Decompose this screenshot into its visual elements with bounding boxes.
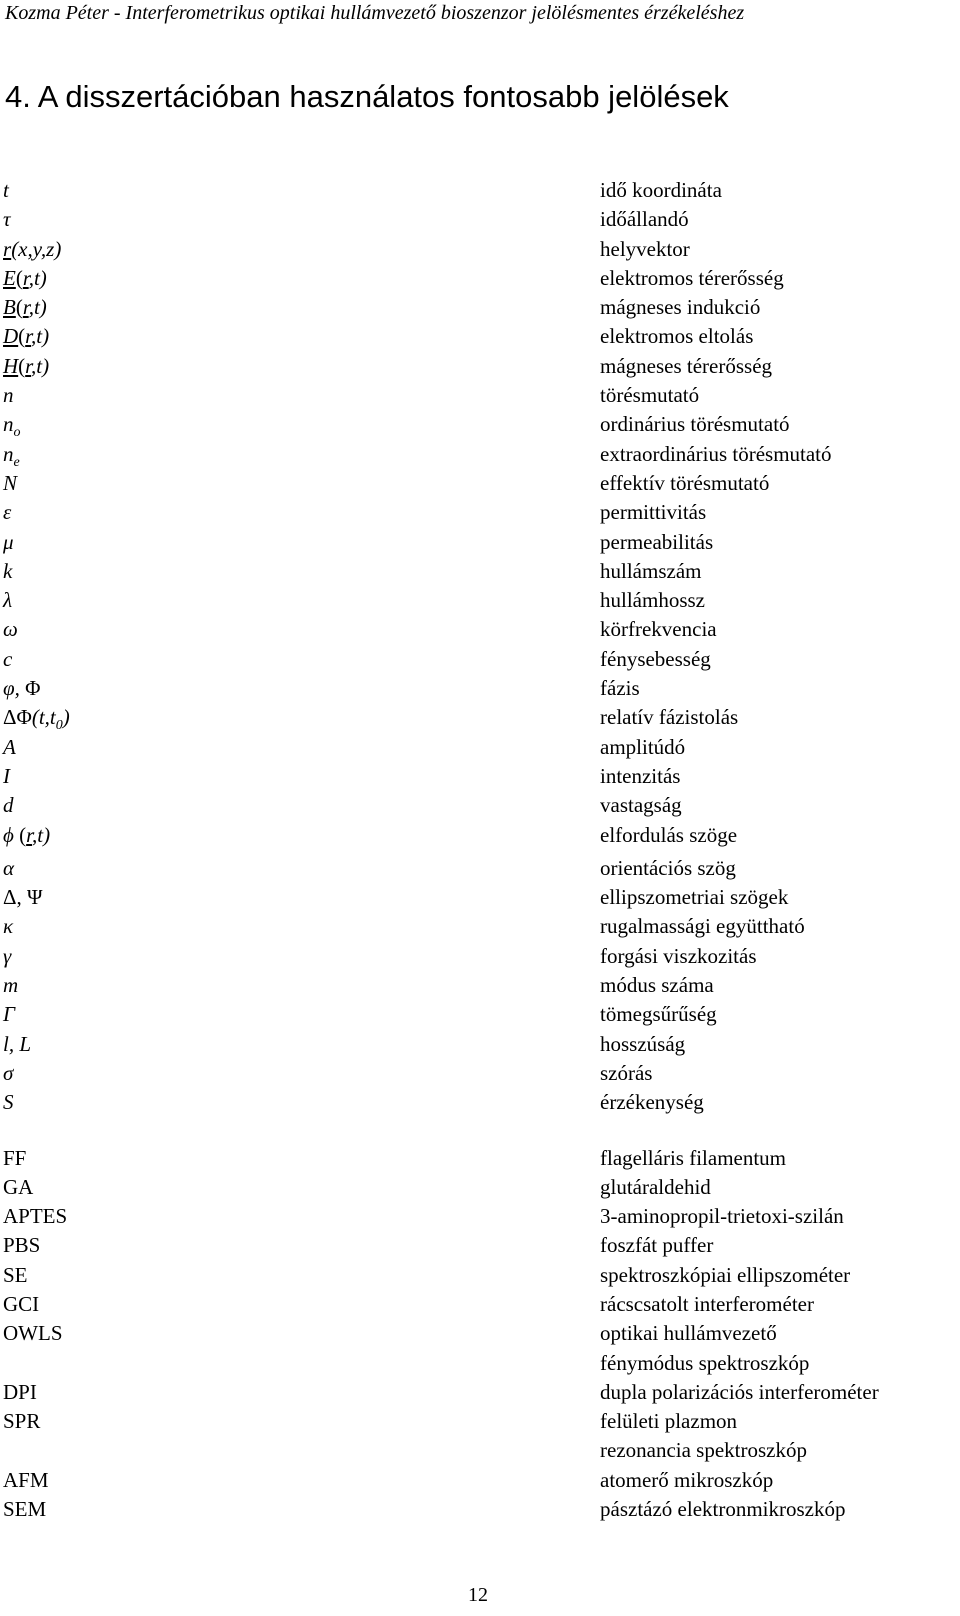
abbreviation: APTES xyxy=(3,1204,68,1229)
abbreviation-description: optikai hullámvezető xyxy=(600,1321,777,1346)
abbreviation-description: fénymódus spektroszkóp xyxy=(600,1350,810,1375)
notation-row xyxy=(0,498,960,527)
chapter-title: 4. A disszertációban használatos fontosabb jelölések xyxy=(5,79,729,114)
abbreviation-row xyxy=(0,1261,960,1290)
symbol-description: időállandó xyxy=(600,207,689,232)
notation-row xyxy=(0,762,960,791)
abbreviation: AFM xyxy=(3,1467,49,1492)
symbol-m: m xyxy=(3,973,19,998)
symbol-alpha: α xyxy=(3,855,15,880)
symbol-phase: φ, Φ xyxy=(3,676,41,701)
symbol-description: tömegsűrűség xyxy=(600,1002,717,1027)
symbol-description: vastagság xyxy=(600,793,682,818)
symbol-length: l, L xyxy=(3,1031,32,1056)
symbol-electric-field: E(r,t) xyxy=(3,265,47,290)
notation-list xyxy=(0,176,960,1524)
abbreviation-row xyxy=(0,1495,960,1524)
symbol-description: elfordulás szöge xyxy=(600,822,738,847)
abbreviation-description: felületi plazmon xyxy=(600,1409,738,1434)
symbol-description: érzékenység xyxy=(600,1090,704,1115)
symbol-description: permeabilitás xyxy=(600,529,714,554)
notation-row xyxy=(0,942,960,971)
abbreviation-description: dupla polarizációs interferométer xyxy=(600,1379,879,1404)
abbreviation: DPI xyxy=(3,1379,37,1404)
notation-row xyxy=(0,674,960,703)
notation-row xyxy=(0,235,960,264)
running-header: Kozma Péter - Interferometrikus optikai hullámvezető bioszenzor jelölésmentes érzékeléshez xyxy=(5,2,745,24)
symbol-rotation-angle: ϕ (r,t) xyxy=(3,822,51,847)
notation-row xyxy=(0,557,960,586)
symbol-description: módus száma xyxy=(600,973,714,998)
symbol-description: extraordinárius törésmutató xyxy=(600,441,832,466)
symbol-delta-psi: Δ, Ψ xyxy=(3,885,43,910)
symbol-N: N xyxy=(3,470,18,495)
symbol-I: I xyxy=(3,763,10,788)
symbol-A: A xyxy=(3,734,16,759)
notation-row xyxy=(0,883,960,912)
abbreviation-description: spektroszkópiai ellipszométer xyxy=(600,1262,851,1287)
abbreviation-row xyxy=(0,1466,960,1495)
notation-row xyxy=(0,528,960,557)
notation-row xyxy=(0,352,960,381)
abbreviation-row xyxy=(0,1173,960,1202)
abbreviation-description: 3-aminopropil-trietoxi-szilán xyxy=(600,1204,844,1229)
notation-row xyxy=(0,971,960,1000)
symbol-description: hullámszám xyxy=(600,558,702,583)
abbreviation: GCI xyxy=(3,1291,40,1316)
symbol-S: S xyxy=(3,1090,14,1115)
notation-row xyxy=(0,791,960,820)
symbol-description: orientációs szög xyxy=(600,855,736,880)
abbreviation-row xyxy=(0,1202,960,1231)
symbol-delta-phi: $\Delta\Phi(t,t_0)$ xyxy=(3,705,70,734)
abbreviation-description: atomerő mikroszkóp xyxy=(600,1467,774,1492)
abbreviation-row xyxy=(0,1378,960,1407)
symbol-position-vector: r(x,y,z) xyxy=(3,236,62,261)
symbol-description: amplitúdó xyxy=(600,734,686,759)
notation-row xyxy=(0,1030,960,1059)
symbol-electric-displacement: D(r,t) xyxy=(3,324,50,349)
abbreviation: OWLS xyxy=(3,1321,63,1346)
symbol-description: relatív fázistolás xyxy=(600,705,739,730)
notation-row xyxy=(0,586,960,615)
notation-row xyxy=(0,176,960,205)
symbol-n: n xyxy=(3,383,14,408)
abbreviation-row xyxy=(0,1436,960,1465)
notation-row xyxy=(0,1088,960,1143)
abbreviation-row xyxy=(0,1144,960,1173)
notation-row xyxy=(0,205,960,234)
notation-row xyxy=(0,912,960,941)
abbreviation-description: pásztázó elektronmikroszkóp xyxy=(600,1497,846,1522)
page-number: 12 xyxy=(468,1584,488,1606)
symbol-t: t xyxy=(3,178,9,202)
symbol-Gamma: Γ xyxy=(3,1002,15,1027)
symbol-description: fázis xyxy=(600,676,640,701)
notation-row xyxy=(0,703,960,732)
symbol-n-e: $n_e$ xyxy=(3,441,20,470)
abbreviation: GA xyxy=(3,1174,34,1199)
symbol-mu: μ xyxy=(3,529,14,554)
symbol-description: mágneses térerősség xyxy=(600,353,773,378)
symbol-k: k xyxy=(3,558,13,583)
symbol-epsilon: ε xyxy=(3,500,12,525)
symbol-description: elektromos térerősség xyxy=(600,265,784,290)
symbol-description: fénysebesség xyxy=(600,646,711,671)
notation-row xyxy=(0,469,960,498)
abbreviation-row xyxy=(0,1290,960,1319)
symbol-description: törésmutató xyxy=(600,383,700,408)
notation-row xyxy=(0,264,960,293)
symbol-gamma: γ xyxy=(3,943,12,968)
symbol-description: permittivitás xyxy=(600,500,707,525)
symbol-description: helyvektor xyxy=(600,236,690,261)
symbol-description: effektív törésmutató xyxy=(600,470,770,495)
symbol-magnetic-field: H(r,t) xyxy=(3,353,50,378)
notation-row xyxy=(0,733,960,762)
notation-row xyxy=(0,1059,960,1088)
symbol-description: hullámhossz xyxy=(600,588,705,613)
notation-row xyxy=(0,645,960,674)
symbol-description: rugalmassági együttható xyxy=(600,914,805,939)
abbreviation: SE xyxy=(3,1262,28,1287)
abbreviation-description: glutáraldehid xyxy=(600,1174,711,1199)
symbol-sigma: σ xyxy=(3,1060,14,1085)
abbreviation-row xyxy=(0,1407,960,1436)
symbol-kappa: κ xyxy=(3,914,14,939)
abbreviation: SPR xyxy=(3,1409,41,1434)
notation-row xyxy=(0,440,960,469)
abbreviation-description: rácscsatolt interferométer xyxy=(600,1291,814,1316)
abbreviation-description: foszfát puffer xyxy=(600,1233,714,1258)
notation-row xyxy=(0,410,960,439)
notation-row xyxy=(0,615,960,644)
abbreviation: SEM xyxy=(3,1497,47,1522)
symbol-omega: ω xyxy=(3,617,18,642)
abbreviation-description: flagelláris filamentum xyxy=(600,1145,787,1170)
symbol-c: c xyxy=(3,646,13,671)
symbol-description: ordinárius törésmutató xyxy=(600,412,790,437)
notation-row xyxy=(0,1000,960,1029)
notation-row xyxy=(0,381,960,410)
symbol-description: idő koordináta xyxy=(600,178,722,202)
abbreviation-description: rezonancia spektroszkóp xyxy=(600,1438,807,1463)
notation-row xyxy=(0,293,960,322)
abbreviation-row xyxy=(0,1319,960,1348)
abbreviation-row xyxy=(0,1231,960,1260)
abbreviation-row xyxy=(0,1349,960,1378)
symbol-d: d xyxy=(3,793,14,818)
symbol-n-o: $n_o$ xyxy=(3,412,21,441)
notation-row xyxy=(0,322,960,351)
abbreviation: FF xyxy=(3,1145,27,1170)
symbol-description: körfrekvencia xyxy=(600,617,717,642)
symbol-description: mágneses indukció xyxy=(600,295,761,320)
symbol-description: elektromos eltolás xyxy=(600,324,754,349)
symbol-description: hosszúság xyxy=(600,1031,686,1056)
symbol-magnetic-induction: B(r,t) xyxy=(3,295,47,320)
symbol-tau: τ xyxy=(3,207,11,232)
symbol-description: ellipszometriai szögek xyxy=(600,885,789,910)
notation-row xyxy=(0,821,960,854)
notation-row xyxy=(0,854,960,883)
symbol-description: intenzitás xyxy=(600,763,681,788)
symbol-description: szórás xyxy=(600,1060,653,1085)
abbreviation: PBS xyxy=(3,1233,41,1258)
symbol-description: forgási viszkozitás xyxy=(600,943,757,968)
symbol-lambda: λ xyxy=(3,588,13,613)
